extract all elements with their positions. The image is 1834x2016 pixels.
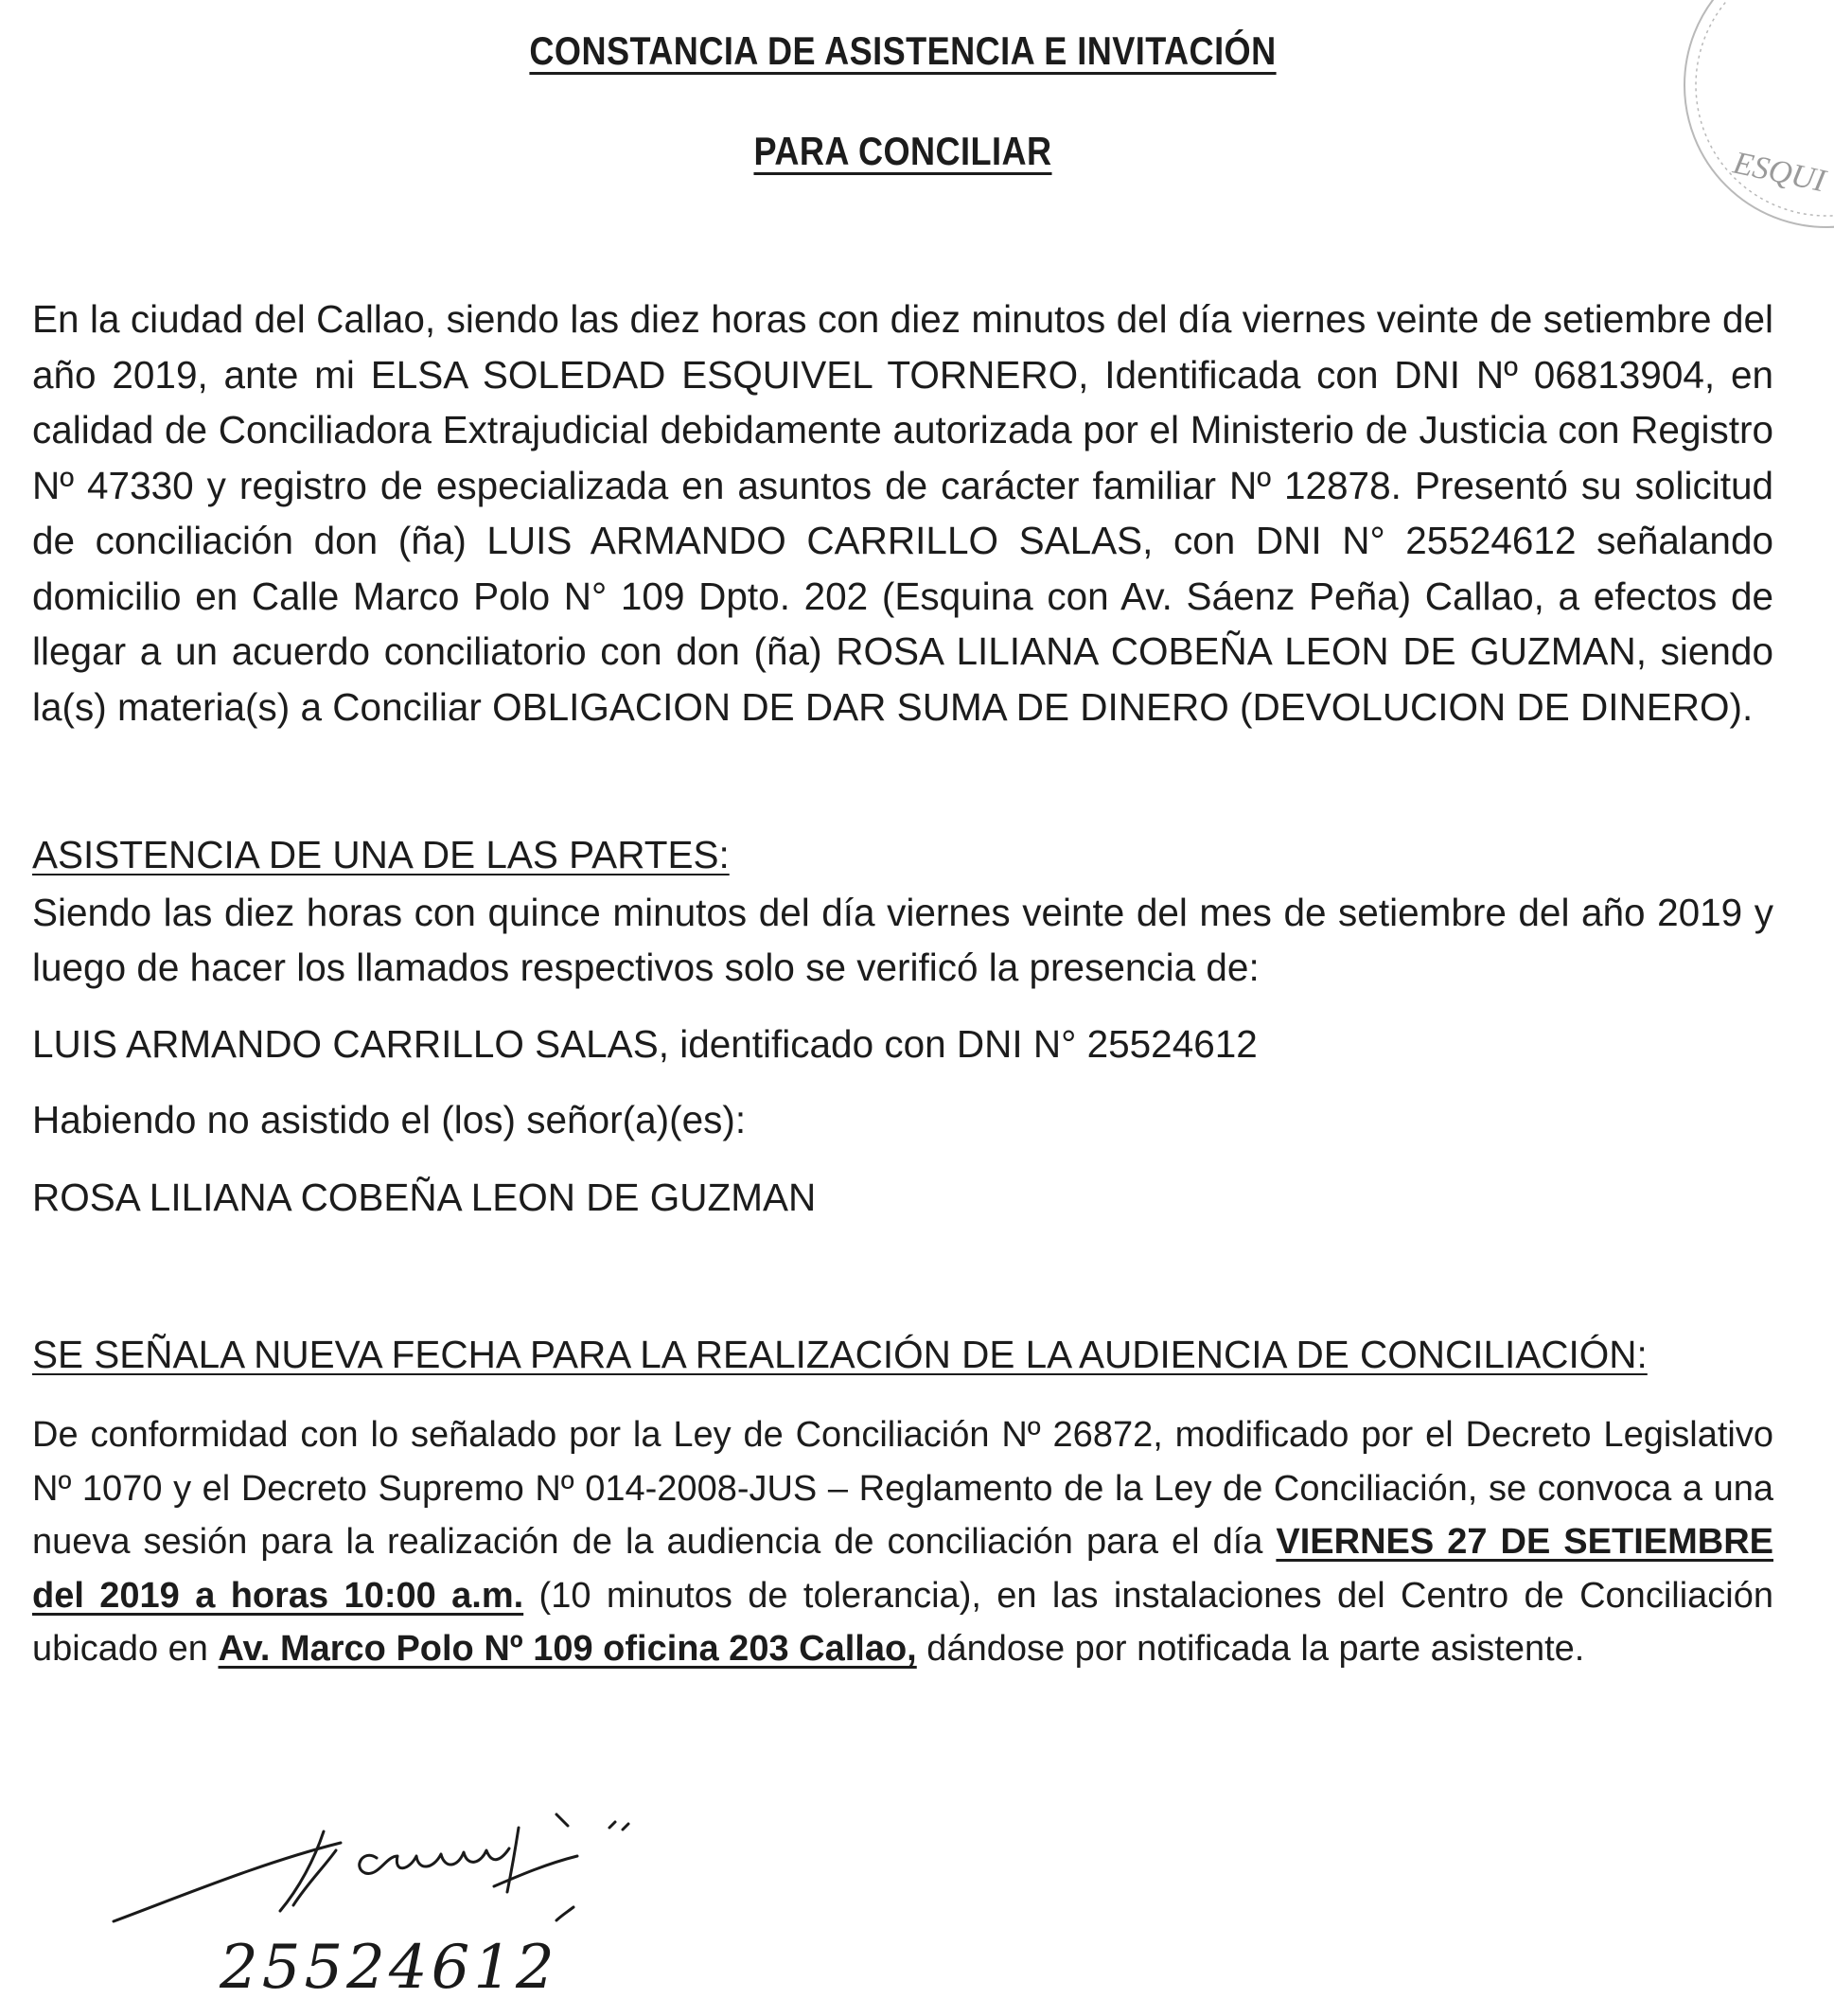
new-date-paragraph <box>32 1408 1773 1676</box>
new-date-text-1: De conformidad con lo señalado por la Ley de Conciliación Nº 26872, modificado por el Decreto Legislativo Nº 1070 y el Decreto Supremo Nº 014-2008-JUS – Reglamento de la Ley de Conciliación, se convoca a una nueva sesión para la realización de la audiencia de conciliación para el día <box>32 1415 1773 1562</box>
attendance-heading: ASISTENCIA DE UNA DE LAS PARTES: <box>32 833 730 876</box>
new-date-text-3: dándose por notificada la parte asistente. <box>916 1629 1585 1669</box>
absent-intro: Habiendo no asistido el (los) señor(a)(es): <box>32 1098 747 1141</box>
present-party: LUIS ARMANDO CARRILLO SALAS, identificado con DNI N° 25524612 <box>32 1022 1258 1066</box>
new-date-text-2: (10 minutos de tolerancia), en las instalaciones del Centro de Conciliación ubicado en <box>32 1575 1773 1669</box>
document-title-line2: PARA CONCILIAR <box>753 129 1052 173</box>
handwritten-signature <box>104 1794 672 2011</box>
new-date-heading: SE SEÑALA NUEVA FECHA PARA LA REALIZACIÓN DE LA AUDIENCIA DE CONCILIACIÓN: <box>32 1333 1648 1376</box>
absent-party: ROSA LILIANA COBEÑA LEON DE GUZMAN <box>32 1176 817 1219</box>
new-date-value: VIERNES 27 DE SETIEMBRE del 2019 a horas 10:00 a.m. <box>32 1522 1773 1616</box>
attendance-paragraph: Siendo las diez horas con quince minutos del día viernes veinte del mes de setiembre del año 2019 y luego de hacer los llamados respectivos solo se verificó la presencia de: <box>32 891 1773 989</box>
venue-address: Av. Marco Polo Nº 109 oficina 203 Callao, <box>218 1629 917 1669</box>
signature-dni: 25524612 <box>220 1933 558 2003</box>
intro-paragraph: En la ciudad del Callao, siendo las diez horas con diez minutos del día viernes veinte de setiembre del año 2019, ante mi ELSA SOLEDAD ESQUIVEL TORNERO, Identificada con DNI Nº 06813904, en calidad de Conciliadora Extrajudicial debidamente autorizada por el Ministerio de Justicia con Registro Nº 47330 y registro de especializada en asuntos de carácter familiar Nº 12878. Presentó su solicitud de conciliación don (ña) LUIS ARMANDO CARRILLO SALAS, con DNI N° 25524612 señalando domicilio en Calle Marco Polo N° 109 Dpto. 202 (Esquina con Av. Sáenz Peña) Callao, a efectos de llegar a un acuerdo conciliatorio con don (ña) ROSA LILIANA COBEÑA LEON DE GUZMAN, siendo la(s) materia(s) a Conciliar OBLIGACION DE DAR SUMA DE DINERO (DEVOLUCION DE DINERO). <box>32 297 1773 729</box>
stamp-text: ESQUI <box>1730 145 1829 200</box>
document-title-line1: CONSTANCIA DE ASISTENCIA E INVITACIÓN <box>529 28 1277 73</box>
